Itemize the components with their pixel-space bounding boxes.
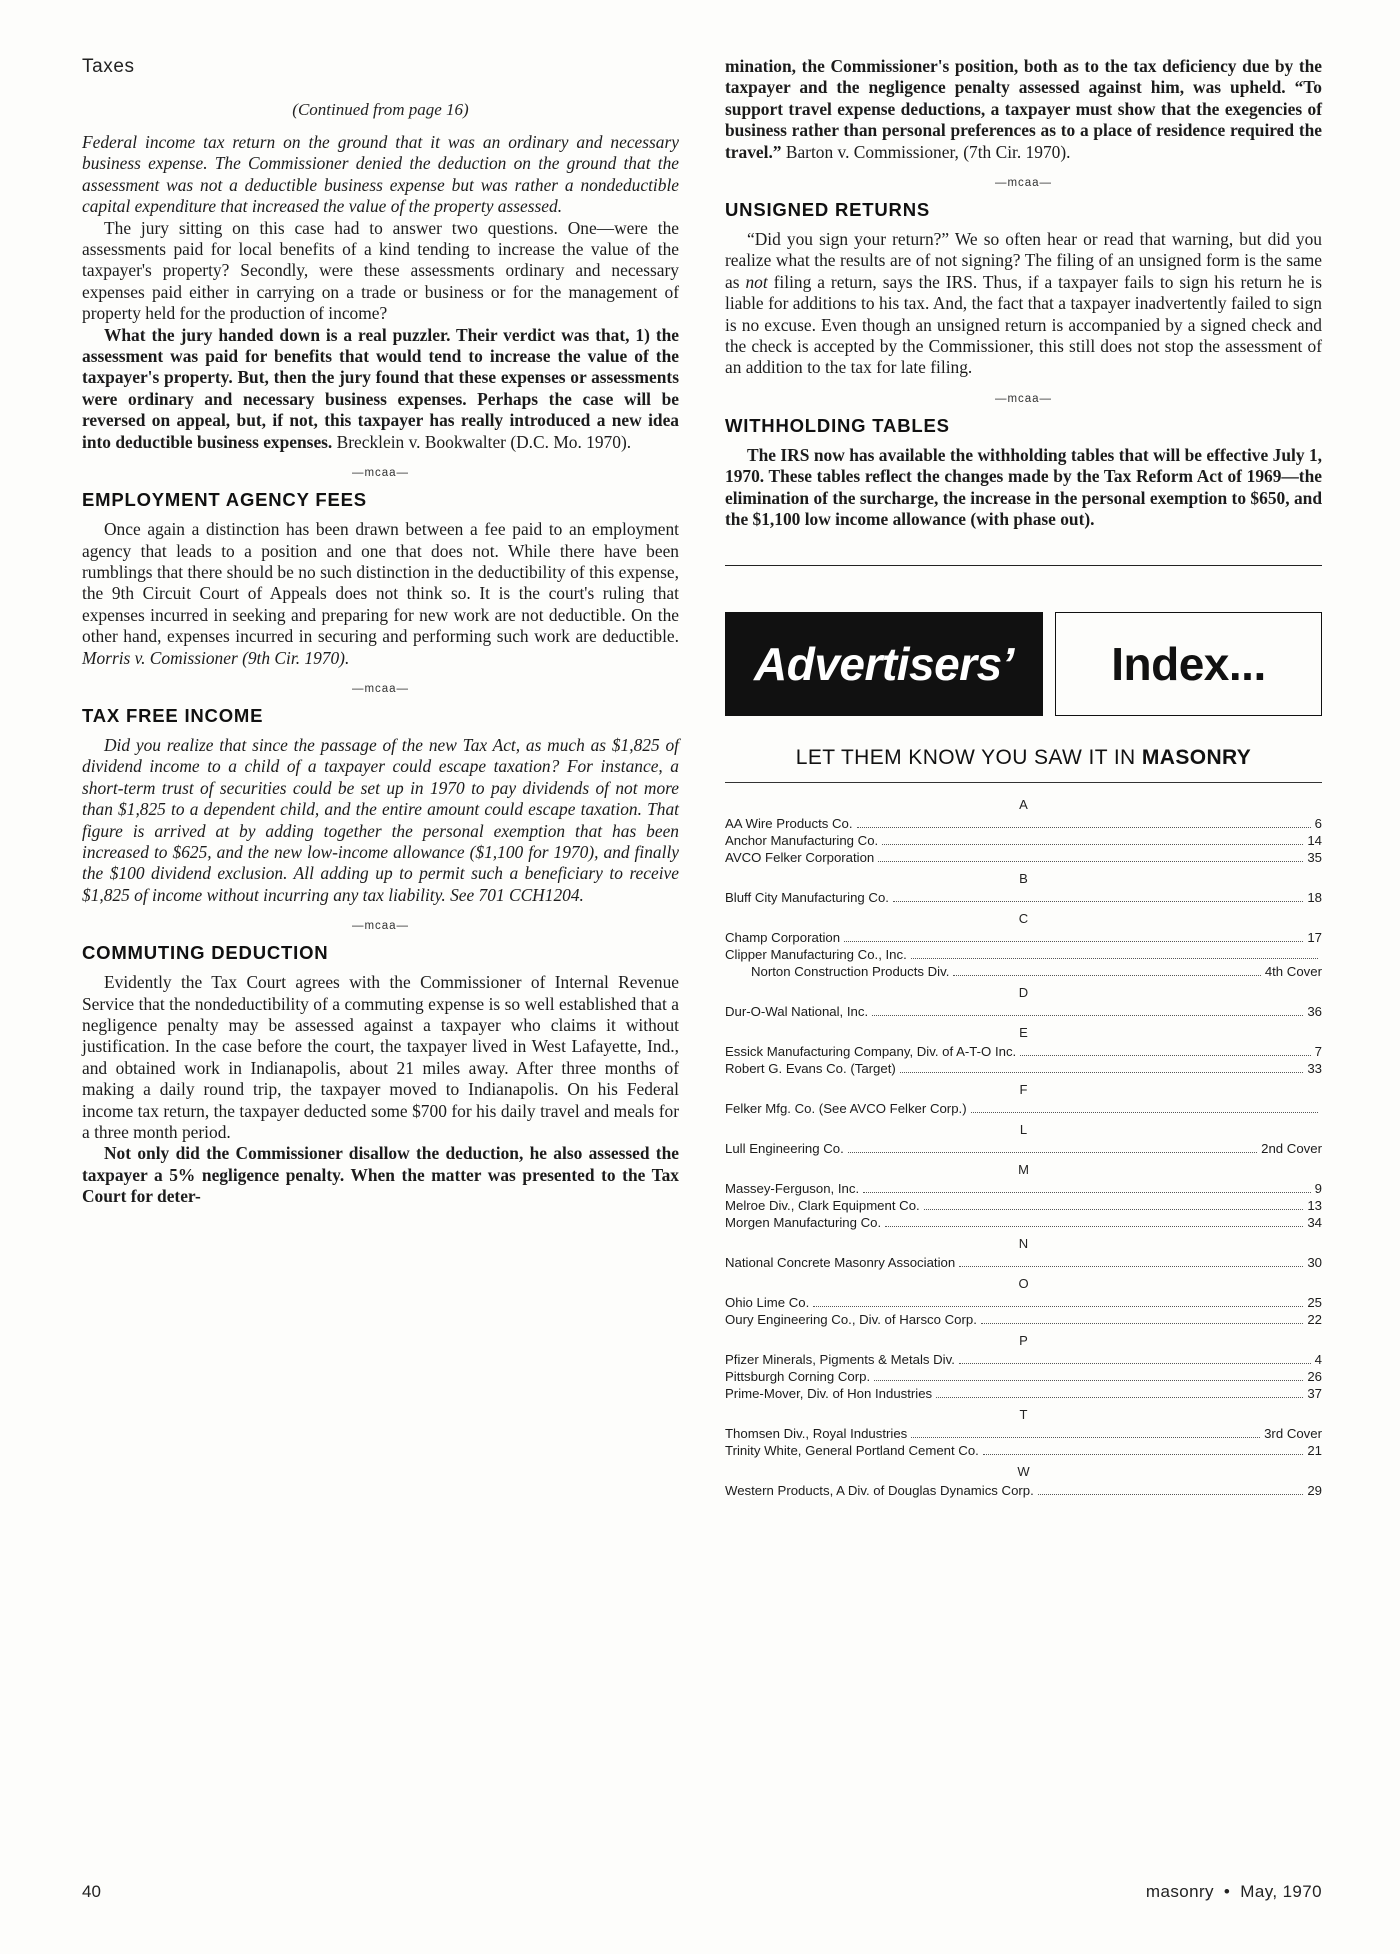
- commissioner-position-citation: Barton v. Commissioner, (7th Cir. 1970).: [781, 141, 1071, 162]
- index-entry-name: Trinity White, General Portland Cement Co.: [725, 1442, 979, 1458]
- index-entry-page: 9: [1314, 1180, 1322, 1196]
- unsigned-returns-emphasis: not: [745, 271, 768, 292]
- right-column: [725, 56, 1322, 1499]
- index-entry-row[interactable]: [725, 963, 1322, 980]
- index-entry-page: 6: [1314, 815, 1322, 831]
- index-entry-row[interactable]: [725, 815, 1322, 832]
- index-entry-name: Anchor Manufacturing Co.: [725, 832, 879, 848]
- index-letter-heading: T: [1019, 1406, 1028, 1422]
- index-entry-page: 3rd Cover: [1264, 1425, 1322, 1441]
- index-leader-dots: [936, 1387, 1303, 1398]
- index-leader-dots: [844, 931, 1303, 942]
- index-leader-dots: [924, 1199, 1304, 1210]
- paragraph-withholding-tables: The IRS now has available the withholding tables that will be effective July 1, 1970. These tables reflect the changes made by the Tax Reform Act of 1969—the elimination of the surcharge, the increase in the personal exemption to $650, and the $1,100 low income allowance (with phase out).: [725, 444, 1322, 530]
- index-leader-dots: [878, 851, 1303, 862]
- index-leader-dots: [1038, 1484, 1304, 1495]
- index-entry-row[interactable]: [725, 1254, 1322, 1271]
- index-entry-page: 17: [1307, 929, 1322, 945]
- index-leader-dots: [885, 1216, 1303, 1227]
- section-heading-withholding-tables: WITHHOLDING TABLES: [725, 414, 950, 436]
- index-entry-page: 37: [1307, 1385, 1322, 1401]
- index-entry-row[interactable]: [725, 1100, 1322, 1117]
- index-entry-page: 21: [1307, 1442, 1322, 1458]
- index-entry-row[interactable]: [725, 1214, 1322, 1231]
- paragraph-jury-questions: The jury sitting on this case had to answer two questions. One—were the assessments paid for local benefits of a kind tending to increase the value of the taxpayer's property? Secondly, were these assessments ordinary and necessary expenses paid either in carrying on a trade or business or for the management of property held for the production of income?: [82, 217, 679, 324]
- index-letter-heading: N: [1018, 1235, 1029, 1251]
- index-entry-page: 2nd Cover: [1261, 1140, 1322, 1156]
- page-content: [82, 56, 1322, 1499]
- index-entry-page: 4: [1314, 1351, 1322, 1367]
- index-entry-name: AA Wire Products Co.: [725, 815, 853, 831]
- index-entry-page: 34: [1307, 1214, 1322, 1230]
- section-heading-commuting-deduction: COMMUTING DEDUCTION: [82, 942, 329, 964]
- employment-agency-citation: Morris v. Comissioner (9th Cir. 1970).: [82, 647, 350, 668]
- advertisers-index-banner: [725, 612, 1322, 716]
- footer-magazine-name: masonry: [1145, 1882, 1214, 1901]
- index-entry-row[interactable]: [725, 1140, 1322, 1157]
- index-entry-page: 30: [1307, 1254, 1322, 1270]
- index-entry-row[interactable]: [725, 832, 1322, 849]
- paragraph-federal-income-tax: Federal income tax return on the ground that it was an ordinary and necessary business expense. The Commissioner denied the deduction on the ground that the assessment was not a deductible business expense but was rather a nondeductible capital expenditure that increased the value of the property assessed.: [82, 132, 679, 217]
- page-footer: [82, 1882, 1322, 1902]
- index-entry-name: Champ Corporation: [725, 929, 841, 945]
- index-entry-page: 33: [1307, 1060, 1322, 1076]
- index-entry-row[interactable]: [725, 1425, 1322, 1442]
- advertisers-banner-right: Index...: [1055, 612, 1322, 716]
- index-entry-name: Massey-Ferguson, Inc.: [725, 1180, 860, 1196]
- index-leader-dots: [900, 1062, 1304, 1073]
- index-entry-page: 13: [1307, 1197, 1322, 1213]
- unsigned-returns-text-a: “Did you sign your return?” We so often hear or read that warning, but did you realize what the results are of not signing? The filing of an unsigned form is the same as: [725, 229, 1322, 292]
- index-leader-dots: [911, 948, 1318, 959]
- index-entry-row[interactable]: [725, 1003, 1322, 1020]
- section-divider-mcaa-right-1: —mcaa—: [994, 177, 1053, 190]
- index-entry-row[interactable]: [725, 1060, 1322, 1077]
- advertisers-tagline-rule: [725, 782, 1322, 783]
- advertisers-tagline-prefix: LET THEM KNOW YOU SAW IT IN: [795, 745, 1142, 769]
- index-letter-heading: C: [1018, 910, 1029, 926]
- running-head: Taxes: [82, 56, 135, 77]
- commissioner-position-bold: mination, the Commissioner's position, both as to the tax deficiency due by the taxpayer and the negligence penalty assessed against him, was upheld. “To support travel expense deductions, a taxpayer must show that the exegencies of business rather than personal preferences as to a place of residence required the travel.”: [725, 56, 1322, 162]
- index-entry-row[interactable]: [725, 1482, 1322, 1499]
- index-entry-row[interactable]: [725, 1180, 1322, 1197]
- paragraph-jury-verdict: [82, 325, 679, 453]
- index-leader-dots: [882, 834, 1303, 845]
- section-heading-tax-free-income: TAX FREE INCOME: [82, 704, 264, 726]
- index-entry-row[interactable]: [725, 1385, 1322, 1402]
- jury-verdict-citation: Brecklein v. Bookwalter (D.C. Mo. 1970).: [332, 431, 632, 452]
- index-letter-heading: L: [1019, 1121, 1028, 1137]
- index-entry-page: 29: [1307, 1482, 1322, 1498]
- index-leader-dots: [872, 1005, 1303, 1016]
- paragraph-employment-agency-fees: [82, 519, 679, 669]
- section-heading-unsigned-returns: UNSIGNED RETURNS: [725, 199, 931, 221]
- index-entry-name: Thomsen Div., Royal Industries: [725, 1425, 908, 1441]
- index-entry-page: 22: [1307, 1311, 1322, 1327]
- index-entry-page: 7: [1314, 1043, 1322, 1059]
- footer-separator-dot: •: [1223, 1882, 1231, 1901]
- index-leader-dots: [959, 1353, 1311, 1364]
- index-leader-dots: [953, 965, 1260, 976]
- index-entry-name: Robert G. Evans Co. (Target): [725, 1060, 896, 1076]
- index-letter-heading: B: [1019, 870, 1028, 886]
- index-entry-row[interactable]: [725, 1442, 1322, 1459]
- index-entry-name: Oury Engineering Co., Div. of Harsco Corp.: [725, 1311, 977, 1327]
- index-entry-name: Western Products, A Div. of Douglas Dynamics Corp.: [725, 1482, 1034, 1498]
- index-leader-dots: [1020, 1045, 1310, 1056]
- index-entry-name: National Concrete Masonry Association: [725, 1254, 956, 1270]
- index-letter-heading: P: [1019, 1332, 1028, 1348]
- section-heading-employment-agency-fees: EMPLOYMENT AGENCY FEES: [82, 489, 367, 511]
- index-letter-heading: M: [1018, 1161, 1029, 1177]
- paragraph-tax-free-income: Did you realize that since the passage of the new Tax Act, as much as $1,825 of dividend income to a child of a taxpayer could escape taxation? For instance, a short-term trust of securities could be set up in 1970 to pay dividends of not more than $1,825 to a dependent child, and the entire amount could escape taxation. That figure is arrived at by adding together the personal exemption that has been increased to $625, and the new low-income allowance ($1,100 for 1970), and finally the $100 dividend exclusion. All adding up to permit such a beneficiary to receive $1,825 of income without incurring any tax liability. See 701 CCH1204.: [82, 734, 679, 905]
- index-entry-page: 18: [1307, 889, 1322, 905]
- index-letter-heading: A: [1019, 796, 1028, 812]
- index-leader-dots: [893, 891, 1303, 902]
- left-column: [82, 56, 679, 1499]
- index-leader-dots: [983, 1444, 1303, 1455]
- index-entry-name: Morgen Manufacturing Co.: [725, 1214, 882, 1230]
- index-entry-row[interactable]: [725, 946, 1322, 963]
- index-letter-heading: O: [1018, 1275, 1029, 1291]
- section-divider-mcaa: —mcaa—: [351, 467, 410, 480]
- index-letter-heading: E: [1019, 1024, 1028, 1040]
- index-entry-row[interactable]: [725, 929, 1322, 946]
- index-entry-name: Pittsburgh Corning Corp.: [725, 1368, 871, 1384]
- paragraph-commissioner-position: [725, 56, 1322, 163]
- index-leader-dots: [874, 1370, 1303, 1381]
- index-entry-name: Felker Mfg. Co. (See AVCO Felker Corp.): [725, 1100, 967, 1116]
- footer-magazine-info: [1146, 1882, 1322, 1902]
- index-leader-dots: [959, 1256, 1303, 1267]
- advertisers-tagline-brand: MASONRY: [1141, 745, 1252, 769]
- folio-number: 40: [82, 1882, 101, 1901]
- jury-verdict-bold-text: What the jury handed down is a real puzzler. Their verdict was that, 1) the assessment was paid for benefits that would tend to increase the value of the taxpayer's property. But, then the jury found that these expenses or assessments were ordinary and necessary business expenses. Perhaps the case will be reversed on appeal, but, if not, this taxpayer has really introduced a new idea into deductible business expenses.: [82, 324, 679, 452]
- index-leader-dots: [857, 817, 1311, 828]
- unsigned-returns-text-b: filing a return, says the IRS. Thus, if a taxpayer fails to sign his return he is liable for additions to his tax. And, the fact that a taxpayer inadvertently failed to sign is no excuse. Even though an unsigned return is accompanied by a signed check and the check is accepted by the Commissioner, this still does not stop the assessment of an addition to the tax for late filing.: [725, 271, 1322, 378]
- index-entry-page: 4th Cover: [1264, 963, 1322, 979]
- advertisers-tagline: [725, 746, 1322, 770]
- index-entry-page: 36: [1307, 1003, 1322, 1019]
- index-leader-dots: [863, 1182, 1311, 1193]
- paragraph-commuting-deduction: Evidently the Tax Court agrees with the Commissioner of Internal Revenue Service that the nondeductibility of a commuting expense is so well established that a negligence penalty may be assessed against a taxpayer who claims it without justification. In the case before the court, the taxpayer lived in West Lafayette, Ind., and obtained work in Indianapolis, about 21 miles away. After three months of making a daily round trip, the taxpayer moved to Indianapolis. On his Federal income tax return, the taxpayer deducted some $700 for his daily travel and meals for a three month period.: [82, 972, 679, 1143]
- index-entry-row[interactable]: [725, 889, 1322, 906]
- index-entry-name: Dur-O-Wal National, Inc.: [725, 1003, 869, 1019]
- employment-agency-body: Once again a distinction has been drawn between a fee paid to an employment agency that leads to a position and one that does not. While there have been rumblings that there should be no such distinction in the deductibility of this expense, the 9th Circuit Court of Appeals does not think so. It is the court's ruling that expenses incurred in seeking and preparing for new work are not deductible. On the other hand, expenses incurred in securing and performing such work are deductible.: [82, 519, 679, 647]
- index-entry-page: 35: [1307, 849, 1322, 865]
- index-entry-row[interactable]: [725, 1197, 1322, 1214]
- index-entry-page: 14: [1307, 832, 1322, 848]
- index-entry-row[interactable]: [725, 1043, 1322, 1060]
- index-entry-page: 26: [1307, 1368, 1322, 1384]
- index-leader-dots: [848, 1142, 1257, 1153]
- continued-from-line: (Continued from page 16): [292, 100, 469, 119]
- footer-issue-date: May, 1970: [1240, 1882, 1322, 1901]
- paragraph-commuting-penalty: Not only did the Commissioner disallow the deduction, he also assessed the taxpayer a 5% negligence penalty. When the matter was presented to the Tax Court for deter-: [82, 1143, 679, 1207]
- index-entry-row[interactable]: [725, 1294, 1322, 1311]
- index-letter-heading: F: [1019, 1081, 1028, 1097]
- index-entry-row[interactable]: [725, 849, 1322, 866]
- index-leader-dots: [971, 1102, 1318, 1113]
- index-entry-name: Norton Construction Products Div.: [751, 963, 950, 979]
- section-divider-mcaa-2: —mcaa—: [351, 682, 410, 695]
- index-entry-name: Prime-Mover, Div. of Hon Industries: [725, 1385, 933, 1401]
- index-letter-heading: W: [1017, 1463, 1030, 1479]
- paragraph-unsigned-returns: [725, 229, 1322, 379]
- section-divider-mcaa-right-2: —mcaa—: [994, 392, 1053, 405]
- index-entry-row[interactable]: [725, 1368, 1322, 1385]
- advertisers-top-rule: [725, 565, 1322, 566]
- index-entry-name: AVCO Felker Corporation: [725, 849, 875, 865]
- index-entry-row[interactable]: [725, 1311, 1322, 1328]
- index-leader-dots: [981, 1313, 1303, 1324]
- index-entry-name: Bluff City Manufacturing Co.: [725, 889, 889, 905]
- index-leader-dots: [911, 1427, 1260, 1438]
- index-entry-page: 25: [1307, 1294, 1322, 1310]
- advertisers-index-list: [725, 797, 1322, 1499]
- index-entry-name: Clipper Manufacturing Co., Inc.: [725, 946, 907, 962]
- index-leader-dots: [813, 1296, 1303, 1307]
- advertisers-banner-left: Advertisers’: [725, 612, 1043, 716]
- section-divider-mcaa-3: —mcaa—: [351, 920, 410, 933]
- index-entry-row[interactable]: [725, 1351, 1322, 1368]
- index-entry-name: Ohio Lime Co.: [725, 1294, 810, 1310]
- index-entry-name: Pfizer Minerals, Pigments & Metals Div.: [725, 1351, 955, 1367]
- index-entry-name: Lull Engineering Co.: [725, 1140, 844, 1156]
- index-entry-name: Melroe Div., Clark Equipment Co.: [725, 1197, 920, 1213]
- index-letter-heading: D: [1018, 984, 1029, 1000]
- index-entry-name: Essick Manufacturing Company, Div. of A-T-O Inc.: [725, 1043, 1017, 1059]
